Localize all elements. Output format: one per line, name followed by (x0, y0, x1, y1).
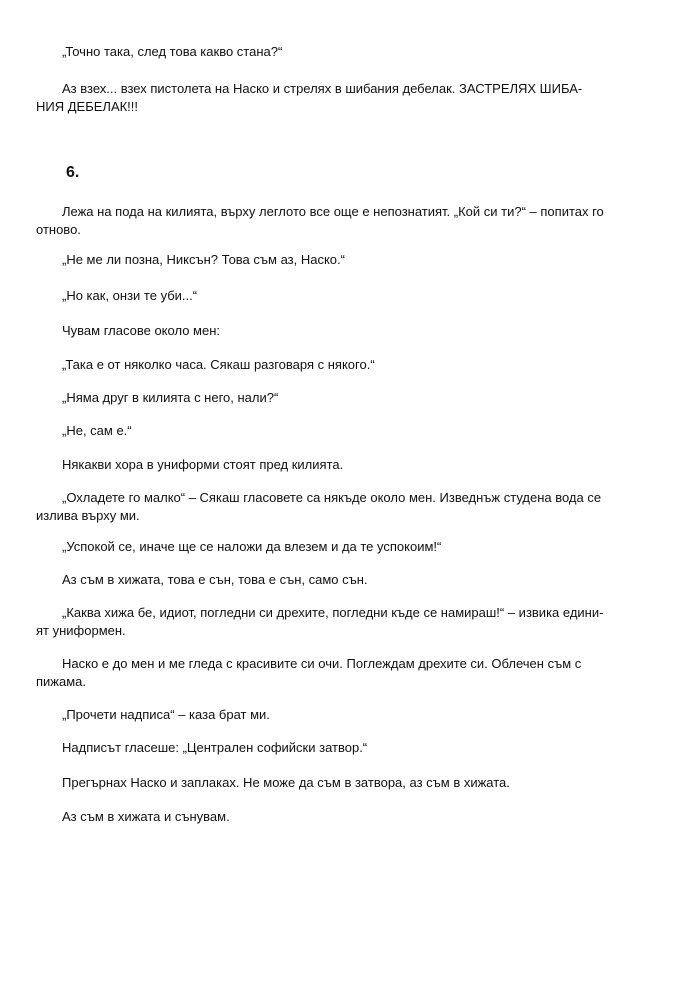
paragraph-line: Аз взех... взех пистолета на Наско и стрелях в шибания дебелак. ЗАСТРЕЛЯХ ШИБА- (62, 81, 583, 96)
paragraph (36, 203, 639, 239)
paragraph-line: Надписът гласеше: „Централен софийски затвор.“ (62, 740, 368, 755)
paragraph (49, 287, 639, 305)
chapter-heading: 6. (66, 164, 80, 181)
paragraph (49, 251, 639, 269)
paragraph (49, 389, 639, 407)
paragraph-line: Лежа на пода на килията, върху леглото все още е непознатият. „Кой си ти?“ – попитах го (62, 204, 604, 219)
paragraph (49, 571, 639, 589)
paragraph-line: Чувам гласове около мен: (62, 323, 220, 338)
paragraph-line: „Не, сам е.“ (62, 423, 132, 438)
paragraph (36, 604, 639, 640)
paragraph-line: „Няма друг в килията с него, нали?“ (62, 390, 279, 405)
paragraph-line: „Каква хижа бе, идиот, погледни си дрехите, погледни къде се намираш!“ – извика едини- (62, 605, 604, 620)
paragraph (49, 356, 639, 374)
paragraph (49, 43, 639, 61)
paragraph-line: Аз съм в хижата и сънувам. (62, 809, 230, 824)
paragraph-line: „Не ме ли позна, Никсън? Това съм аз, Наско.“ (62, 252, 345, 267)
paragraph-line: „Успокой се, иначе ще се наложи да влезем и да те успокоим!“ (62, 539, 442, 554)
paragraph-line: излива върху ми. (36, 508, 140, 523)
paragraph (49, 808, 639, 826)
paragraph-line: „Така е от няколко часа. Сякаш разговаря с някого.“ (62, 357, 375, 372)
paragraph-line: „Прочети надписа“ – каза брат ми. (62, 707, 270, 722)
paragraph-line: „Охладете го малко“ – Сякаш гласовете са някъде около мен. Изведнъж студена вода се (62, 490, 602, 505)
paragraph (49, 774, 639, 792)
paragraph (49, 422, 639, 440)
paragraph-line: ят униформен. (36, 623, 126, 638)
paragraph-line: „Но как, онзи те уби...“ (62, 288, 198, 303)
paragraph-line: Аз съм в хижата, това е сън, това е сън, само сън. (62, 572, 368, 587)
paragraph (49, 538, 639, 556)
paragraph-line: Прегърнах Наско и заплаках. Не може да съм в затвора, аз съм в хижата. (62, 775, 510, 790)
paragraph (49, 706, 639, 724)
paragraph-line: отново. (36, 222, 81, 237)
paragraph (49, 322, 639, 340)
paragraph (36, 80, 639, 116)
paragraph-line: пижама. (36, 674, 87, 689)
paragraph-line: Наско е до мен и ме гледа с красивите си очи. Поглеждам дрехите си. Облечен съм с (62, 656, 582, 671)
paragraph (36, 489, 639, 525)
paragraph-line: „Точно така, след това какво стана?“ (62, 44, 283, 59)
paragraph (36, 655, 639, 691)
paragraph-line: НИЯ ДЕБЕЛАК!!! (36, 99, 139, 114)
paragraph (49, 739, 639, 757)
paragraph-line: Някакви хора в униформи стоят пред килията. (62, 457, 344, 472)
paragraph (49, 456, 639, 474)
